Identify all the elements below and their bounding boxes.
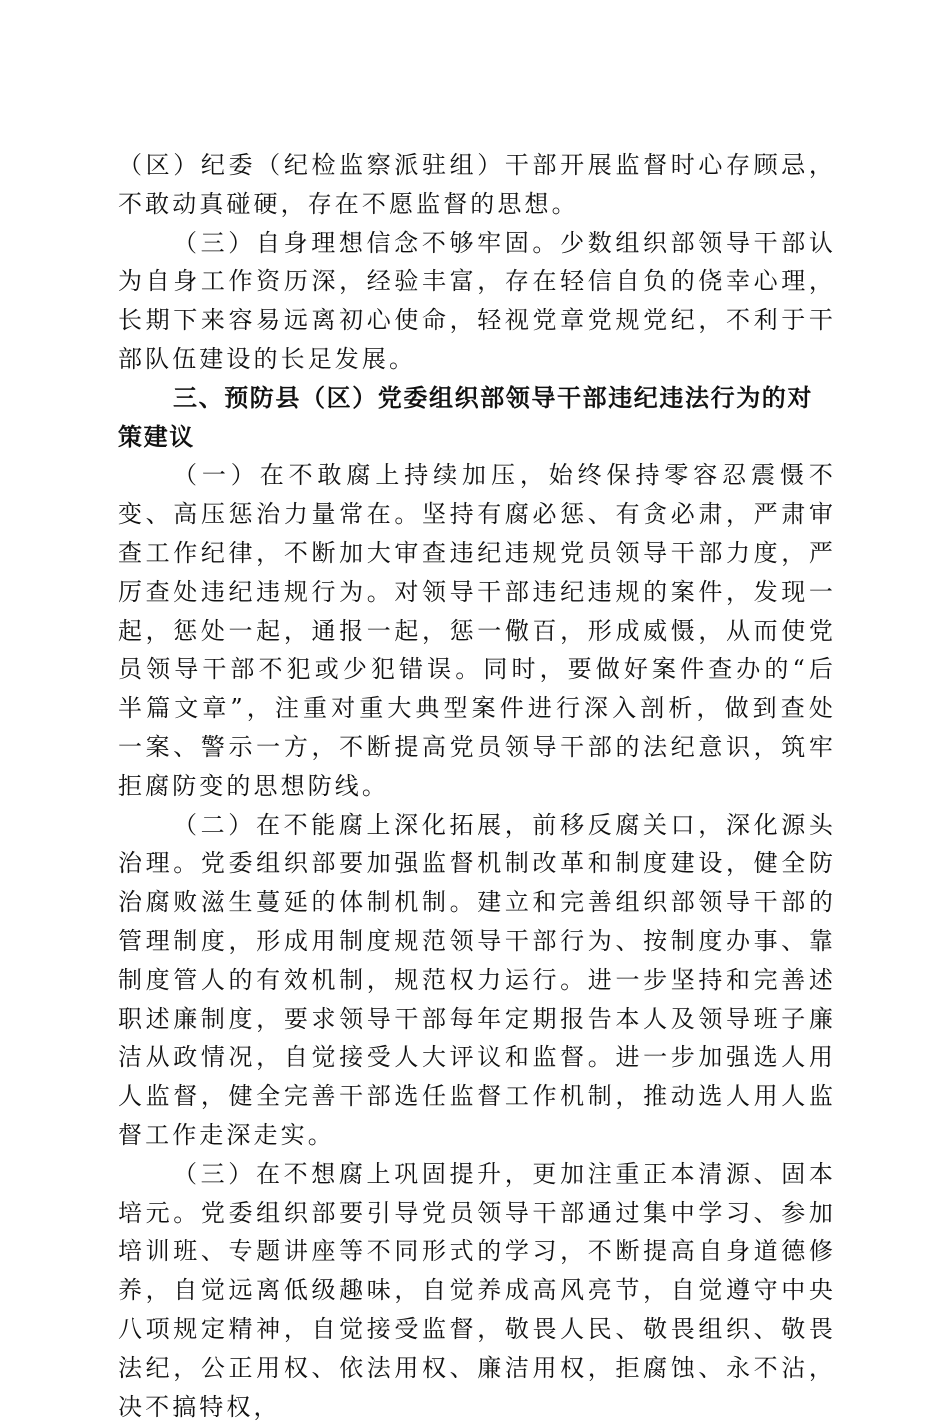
paragraph-do-not-want-corrupt: （三）在不想腐上巩固提升，更加注重正本清源、固本培元。党委组织部要引导党员领导干部通过集中学习、参加培训班、专题讲座等不同形式的学习，不断提高自身道德修养，自觉远离低级趣味，自觉养成高风亮节，自觉遵守中央八项规定精神，自觉接受监督，敬畏人民、敬畏组织、敬畏法纪，公正用权、依法用权、廉洁用权，拒腐蚀、永不沾，决不搞特权，	[118, 1159, 836, 1421]
section-heading-countermeasures: 三、预防县（区）党委组织部领导干部违纪违法行为的对策建议	[118, 383, 813, 451]
paragraph-cannot-corrupt: （二）在不能腐上深化拓展，前移反腐关口，深化源头治理。党委组织部要加强监督机制改革和制度建设，健全防治腐败滋生蔓延的体制机制。建立和完善组织部领导干部的管理制度，形成用制度规范领导干部行为、按制度办事、靠制度管人的有效机制，规范权力运行。进一步坚持和完善述职述廉制度，要求领导干部每年定期报告本人及领导班子廉洁从政情况，自觉接受人大评议和监督。进一步加强选人用人监督，健全完善干部选任监督工作机制，推动选人用人监督工作走深走实。	[118, 810, 836, 1149]
paragraph-continuation: （区）纪委（纪检监察派驻组）干部开展监督时心存顾忌，不敢动真碰硬，存在不愿监督的思想。	[118, 151, 836, 218]
paragraph-ideals-faith: （三）自身理想信念不够牢固。少数组织部领导干部认为自身工作资历深，经验丰富，存在轻信自负的侥幸心理，长期下来容易远离初心使命，轻视党章党规党纪，不利于干部队伍建设的长足发展。	[118, 228, 836, 373]
paragraph-dare-not-corrupt: （一）在不敢腐上持续加压，始终保持零容忍震慑不变、高压惩治力量常在。坚持有腐必惩、有贪必肃，严肃审查工作纪律，不断加大审查违纪违规党员领导干部力度，严厉查处违纪违规行为。对领导干部违纪违规的案件，发现一起，惩处一起，通报一起，惩一儆百，形成威慑，从而使党员领导干部不犯或少犯错误。同时，要做好案件查办的“后半篇文章”，注重对重大典型案件进行深入剖析，做到查处一案、警示一方，不断提高党员领导干部的法纪意识，筑牢拒腐防变的思想防线。	[118, 461, 836, 800]
document-page	[118, 146, 836, 1426]
